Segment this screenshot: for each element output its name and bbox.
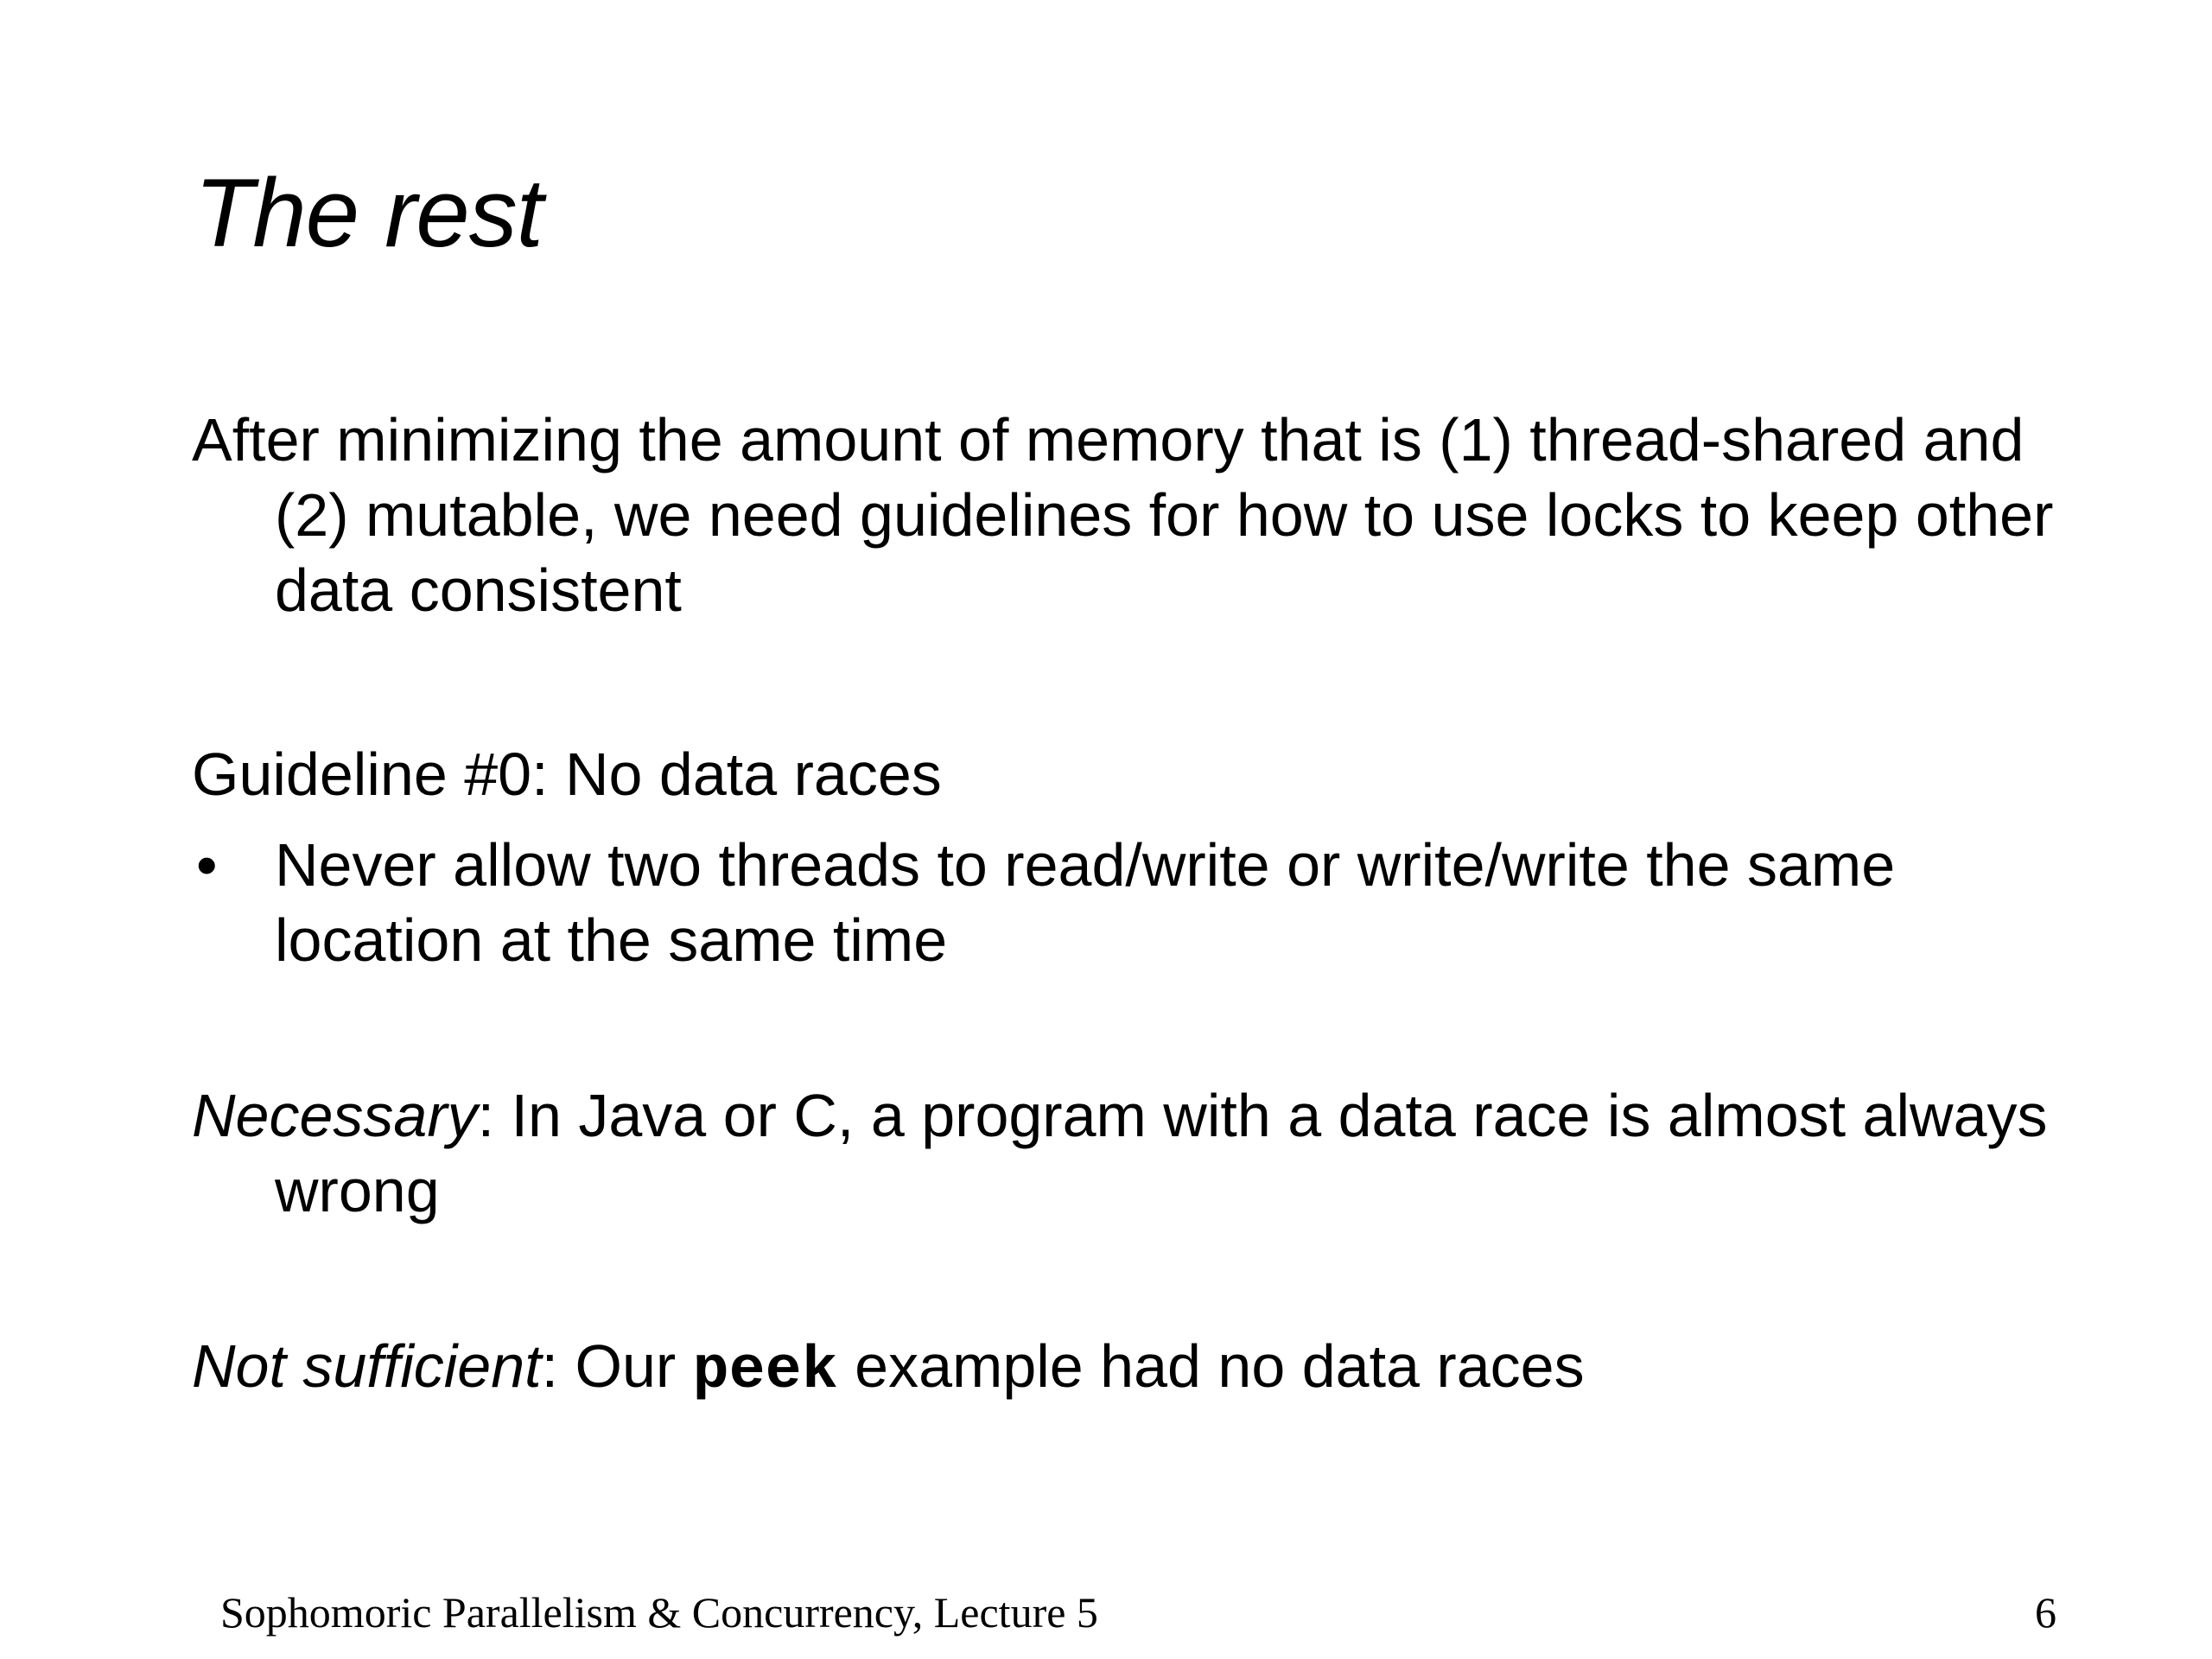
slide-title: The rest xyxy=(194,159,543,267)
not-sufficient-text-before: : Our xyxy=(541,1332,693,1400)
necessary-text: : In Java or C, a program with a data race is almost always wrong xyxy=(275,1082,2048,1224)
not-sufficient-text-after: example had no data races xyxy=(837,1332,1585,1400)
footer-page-number: 6 xyxy=(2035,1588,2056,1637)
not-sufficient-paragraph xyxy=(192,1329,2072,1409)
peek-code: peek xyxy=(692,1338,838,1406)
bullet-item xyxy=(192,828,1989,978)
not-sufficient-label: Not sufficient xyxy=(192,1332,542,1400)
necessary-label: Necessary xyxy=(192,1082,478,1149)
bullet-text: Never allow two threads to read/write or write/write the same location at the same time xyxy=(275,831,1896,974)
bullet-icon: • xyxy=(196,831,218,899)
necessary-paragraph xyxy=(192,1078,2072,1229)
guideline-heading: Guideline #0: No data races xyxy=(192,741,942,808)
intro-paragraph: After minimizing the amount of memory that is (1) thread-shared and (2) mutable, we need guidelines for how to use locks to keep other data consistent xyxy=(192,406,2054,624)
footer-course-title: Sophomoric Parallelism & Concurrency, Lecture 5 xyxy=(220,1588,1098,1637)
